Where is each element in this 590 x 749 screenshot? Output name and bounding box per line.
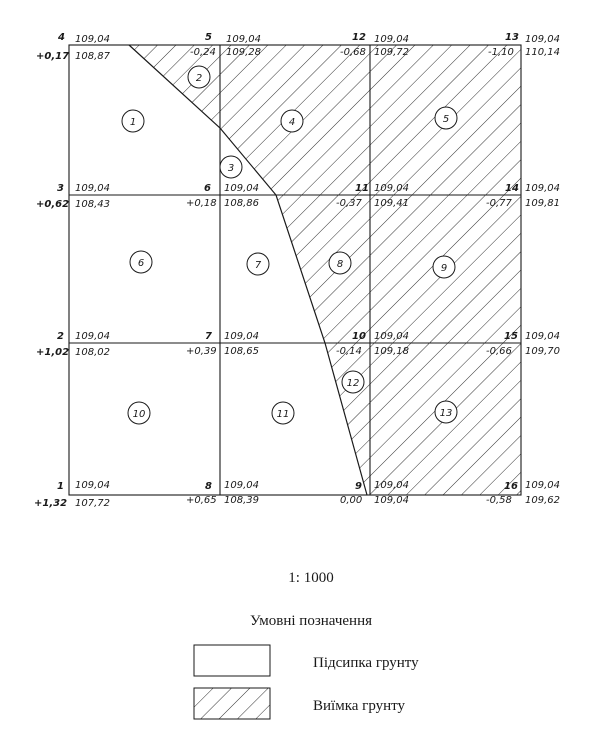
work-mark: +0,17: [36, 51, 70, 62]
project-height: 109,04: [224, 480, 259, 491]
work-mark: +1,32: [34, 498, 68, 509]
work-mark: +0,65: [186, 495, 217, 506]
node-number: 16: [504, 481, 518, 492]
legend: [194, 613, 419, 719]
figure-circle: [188, 66, 210, 88]
project-height: 109,04: [374, 34, 409, 45]
figure-circle: [329, 252, 351, 274]
natural-height: 109,28: [226, 47, 261, 58]
work-mark: -1,10: [488, 47, 514, 58]
project-height: 109,04: [75, 331, 110, 342]
work-mark: +0,62: [36, 199, 70, 210]
figure-circle: [281, 110, 303, 132]
node-number: 10: [352, 331, 366, 342]
natural-height: 108,43: [75, 199, 110, 210]
figure-circle: [220, 156, 242, 178]
work-mark: -0,58: [486, 495, 512, 506]
figure-number: 1: [129, 117, 137, 128]
node-number: 4: [58, 32, 65, 43]
node-number: 5: [205, 32, 212, 43]
natural-height: 107,72: [75, 498, 110, 509]
project-height: 109,04: [226, 34, 261, 45]
figure-circle: [435, 107, 457, 129]
work-mark: +0,18: [186, 198, 217, 209]
figure-circle: [342, 371, 364, 393]
natural-height: 108,02: [75, 347, 110, 358]
natural-height: 109,41: [374, 198, 409, 209]
work-mark: -0,14: [336, 346, 362, 357]
node-number: 7: [205, 331, 212, 342]
figure-number: 6: [137, 258, 145, 269]
figure-number: 4: [288, 117, 296, 128]
cut-zone-hatching: [129, 45, 521, 495]
legend-swatch-fill: [194, 645, 270, 676]
work-mark: -0,66: [486, 346, 512, 357]
node-number: 6: [204, 183, 211, 194]
figure-number: 3: [227, 163, 235, 174]
node-number: 8: [205, 481, 212, 492]
work-mark: -0,37: [336, 198, 362, 209]
project-height: 109,04: [525, 331, 560, 342]
figure-circle: [247, 253, 269, 275]
figure-number: 9: [440, 263, 448, 274]
figure-number: 11: [276, 409, 290, 420]
work-mark: -0,68: [340, 47, 366, 58]
legend-label-fill: Підсипка грунту: [313, 655, 419, 671]
natural-height: 108,39: [224, 495, 259, 506]
natural-height: 109,62: [525, 495, 560, 506]
project-height: 109,04: [525, 480, 560, 491]
work-mark: -0,77: [486, 198, 512, 209]
project-height: 109,04: [75, 34, 110, 45]
natural-height: 109,81: [525, 198, 560, 209]
node-number: 3: [57, 183, 64, 194]
work-mark: +0,39: [186, 346, 217, 357]
figure-number: 8: [336, 259, 344, 270]
figure-number: 12: [346, 378, 360, 389]
project-height: 109,04: [374, 480, 409, 491]
node-number: 13: [505, 32, 519, 43]
figure-circle: [435, 401, 457, 423]
scale-label: 1: 1000: [288, 570, 334, 586]
node-number: 14: [505, 183, 519, 194]
natural-height: 109,04: [374, 495, 409, 506]
figure-circle: [128, 402, 150, 424]
natural-height: 108,65: [224, 346, 259, 357]
natural-height: 109,70: [525, 346, 560, 357]
figure-number: 5: [442, 114, 450, 125]
natural-height: 109,18: [374, 346, 409, 357]
legend-swatch-cut: [194, 688, 270, 719]
natural-height: 108,86: [224, 198, 259, 209]
figure-number: 13: [439, 408, 453, 419]
node-number: 15: [504, 331, 518, 342]
figure-circle: [272, 402, 294, 424]
natural-height: 109,72: [374, 47, 409, 58]
project-height: 109,04: [75, 480, 110, 491]
natural-height: 108,87: [75, 51, 110, 62]
figure-circle: [433, 256, 455, 278]
figure-number: 2: [195, 73, 203, 84]
work-mark: +1,02: [36, 347, 70, 358]
legend-label-cut: Виїмка грунту: [313, 698, 405, 714]
figure-circle: [130, 251, 152, 273]
figure-circle: [122, 110, 144, 132]
project-height: 109,04: [75, 183, 110, 194]
node-number: 2: [57, 331, 64, 342]
project-height: 109,04: [374, 331, 409, 342]
node-number: 9: [355, 481, 362, 492]
node-number: 1: [57, 481, 64, 492]
node-number: 11: [355, 183, 369, 194]
figure-number: 10: [132, 409, 146, 420]
legend-title: Умовні позначення: [249, 613, 373, 629]
project-height: 109,04: [224, 183, 259, 194]
project-height: 109,04: [224, 331, 259, 342]
natural-height: 110,14: [525, 47, 560, 58]
work-mark: 0,00: [340, 495, 363, 506]
figure-number: 7: [254, 260, 262, 271]
work-mark: -0,24: [190, 47, 216, 58]
node-number: 12: [352, 32, 366, 43]
project-height: 109,04: [525, 183, 560, 194]
project-height: 109,04: [374, 183, 409, 194]
project-height: 109,04: [525, 34, 560, 45]
